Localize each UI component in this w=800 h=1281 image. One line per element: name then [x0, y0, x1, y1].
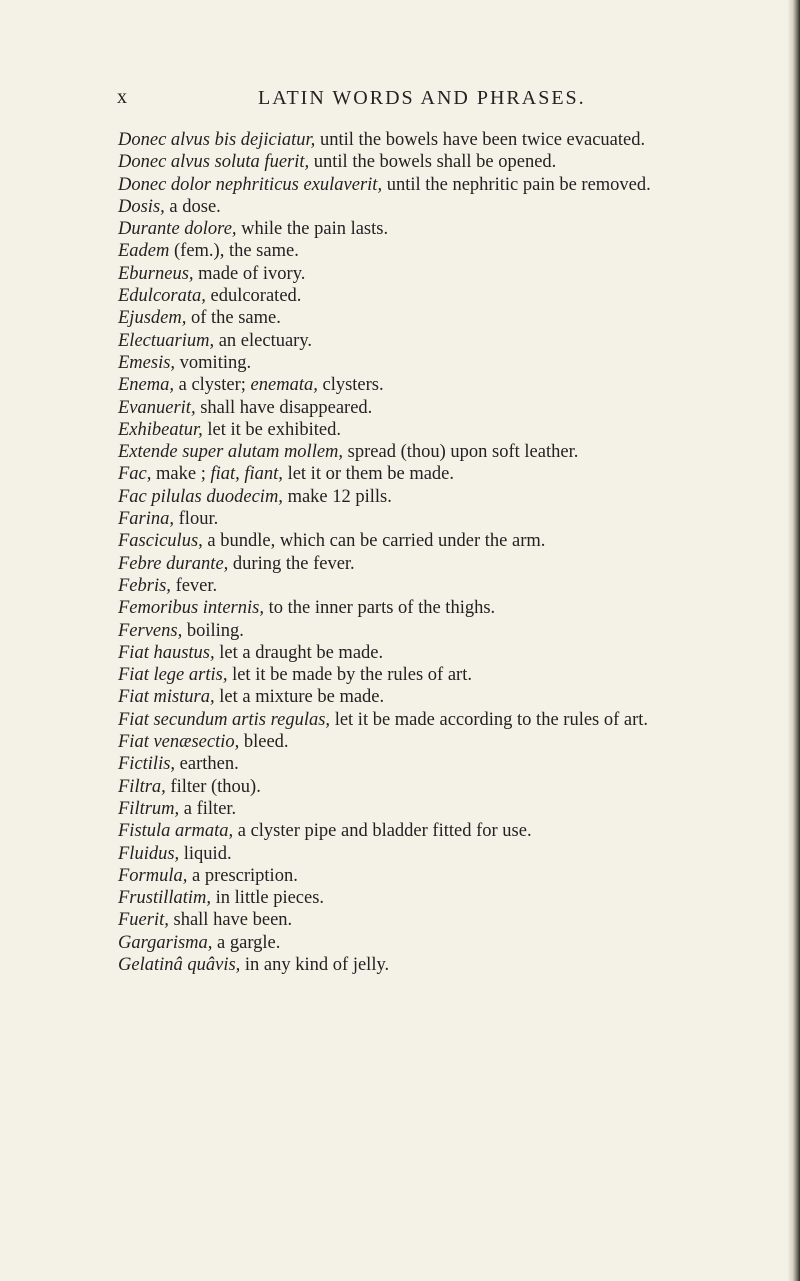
latin-term: Edulcorata, [118, 286, 206, 307]
latin-term: Extende super alutam mollem, [118, 442, 344, 463]
english-definition: a clyster; [174, 375, 251, 396]
glossary-entry [118, 575, 758, 597]
running-title: LATIN WORDS AND PHRASES. [258, 87, 586, 109]
glossary-entry [118, 553, 758, 575]
glossary-entry [118, 486, 758, 508]
latin-term: Exhibeatur, [118, 419, 203, 440]
glossary-entry [118, 307, 758, 329]
english-definition: during the fever. [228, 553, 355, 574]
latin-term: Filtrum, [118, 798, 180, 819]
glossary-entry [118, 218, 758, 240]
glossary-entry [118, 352, 758, 374]
english-definition: (fem.), the same. [169, 241, 299, 262]
glossary-entry [118, 776, 758, 798]
latin-term: Fiat lege artis, [118, 665, 228, 686]
english-definition: until the bowels have been twice evacuated. [315, 130, 646, 150]
glossary-entry [118, 753, 758, 775]
glossary-entry [118, 240, 758, 262]
latin-term: enemata, [250, 375, 318, 396]
english-definition: spread (thou) upon soft leather. [343, 442, 579, 463]
glossary-entry [118, 530, 758, 552]
latin-term: Farina, [118, 509, 175, 530]
latin-term: Gelatinâ quâvis, [118, 954, 241, 975]
latin-term: Frustillatim, [118, 888, 212, 909]
english-definition: in any kind of jelly. [240, 954, 390, 975]
latin-term: Durante dolore, [118, 219, 237, 240]
glossary-list [118, 129, 758, 976]
latin-term: Febre durante, [118, 553, 229, 574]
latin-term: fiat, fiant, [210, 464, 283, 485]
english-definition: let it or them be made. [282, 464, 455, 485]
english-definition: fever. [170, 575, 218, 596]
english-definition: let it be made according to the rules of art. [330, 709, 649, 730]
latin-term: Fac, [118, 464, 152, 485]
glossary-entry [118, 731, 758, 753]
latin-term: Fuerit, [118, 910, 169, 931]
english-definition: a gargle. [212, 932, 281, 953]
english-definition: vomiting. [175, 352, 252, 373]
glossary-entry [118, 932, 758, 954]
glossary-entry [118, 508, 758, 530]
glossary-entry [118, 843, 758, 865]
glossary-entry [118, 285, 758, 307]
page-edge [788, 0, 800, 1281]
glossary-entry [118, 909, 758, 931]
latin-term: Evanuerit, [118, 397, 196, 418]
latin-term: Ejusdem, [118, 308, 187, 329]
latin-term: Fiat mistura, [118, 687, 215, 708]
glossary-entry [118, 174, 758, 196]
english-definition: to the inner parts of the thighs. [263, 598, 496, 619]
page-number: x [117, 86, 128, 108]
english-definition: a clyster pipe and bladder fitted for use. [233, 821, 532, 842]
english-definition: let a mixture be made. [214, 687, 385, 708]
english-definition: boiling. [182, 620, 244, 641]
latin-term: Donec alvus bis dejiciatur, [118, 130, 316, 150]
english-definition: filter (thou). [165, 776, 261, 797]
latin-term: Emesis, [118, 352, 176, 373]
latin-term: Femoribus internis, [118, 598, 264, 619]
latin-term: Electuarium, [118, 330, 215, 351]
latin-term: Fistula armata, [118, 821, 234, 842]
english-definition: edulcorated. [205, 286, 302, 307]
english-definition: a filter. [179, 798, 237, 819]
latin-term: Febris, [118, 575, 171, 596]
glossary-entry [118, 954, 758, 976]
english-definition: flour. [174, 509, 219, 530]
glossary-entry [118, 865, 758, 887]
glossary-entry [118, 664, 758, 686]
english-definition: earthen. [175, 754, 239, 775]
latin-term: Fiat venæsectio, [118, 732, 240, 753]
english-definition: while the pain lasts. [236, 219, 389, 240]
english-definition: clysters. [317, 375, 384, 396]
english-definition: made of ivory. [193, 263, 306, 284]
latin-term: Dosis, [118, 196, 165, 217]
english-definition: make 12 pills. [282, 486, 392, 507]
latin-term: Fasciculus, [118, 531, 203, 552]
glossary-entry [118, 374, 758, 396]
glossary-entry [118, 263, 758, 285]
english-definition: of the same. [186, 308, 281, 329]
english-definition: a dose. [164, 196, 221, 217]
latin-term: Donec dolor nephriticus exulaverit, [118, 174, 383, 195]
glossary-entry [118, 129, 758, 151]
english-definition: let it be exhibited. [202, 419, 341, 440]
english-definition: shall have been. [168, 910, 293, 931]
latin-term: Donec alvus soluta fuerit, [118, 152, 310, 173]
glossary-entry [118, 330, 758, 352]
latin-term: Fiat secundum artis regulas, [118, 709, 331, 730]
page-header [0, 86, 800, 114]
glossary-entry [118, 441, 758, 463]
english-definition: an electuary. [214, 330, 312, 351]
english-definition: until the nephritic pain be removed. [382, 174, 651, 195]
english-definition: shall have disappeared. [195, 397, 373, 418]
english-definition: bleed. [239, 732, 289, 753]
glossary-entry [118, 709, 758, 731]
latin-term: Eadem [118, 241, 170, 262]
latin-term: Enema, [118, 375, 174, 396]
glossary-entry [118, 620, 758, 642]
glossary-entry [118, 686, 758, 708]
english-definition: let it be made by the rules of art. [227, 665, 472, 686]
glossary-entry [118, 597, 758, 619]
latin-term: Fictilis, [118, 754, 176, 775]
latin-term: Fluidus, [118, 843, 180, 864]
latin-term: Fac pilulas duodecim, [118, 486, 283, 507]
latin-term: Fervens, [118, 620, 183, 641]
latin-term: Fiat haustus, [118, 642, 215, 663]
english-definition: a bundle, which can be carried under the arm. [202, 531, 546, 552]
glossary-entry [118, 151, 758, 173]
glossary-entry [118, 196, 758, 218]
english-definition: liquid. [179, 843, 232, 864]
english-definition: a prescription. [187, 865, 298, 886]
glossary-entry [118, 798, 758, 820]
english-definition: make ; [151, 464, 211, 485]
english-definition: until the bowels shall be opened. [309, 152, 557, 173]
glossary-entry [118, 463, 758, 485]
english-definition: let a draught be made. [214, 642, 384, 663]
glossary-entry [118, 820, 758, 842]
glossary-entry [118, 642, 758, 664]
english-definition: in little pieces. [211, 888, 325, 909]
latin-term: Filtra, [118, 776, 166, 797]
glossary-entry [118, 397, 758, 419]
latin-term: Formula, [118, 865, 188, 886]
glossary-entry [118, 887, 758, 909]
latin-term: Gargarisma, [118, 932, 213, 953]
latin-term: Eburneus, [118, 263, 194, 284]
glossary-entry [118, 419, 758, 441]
